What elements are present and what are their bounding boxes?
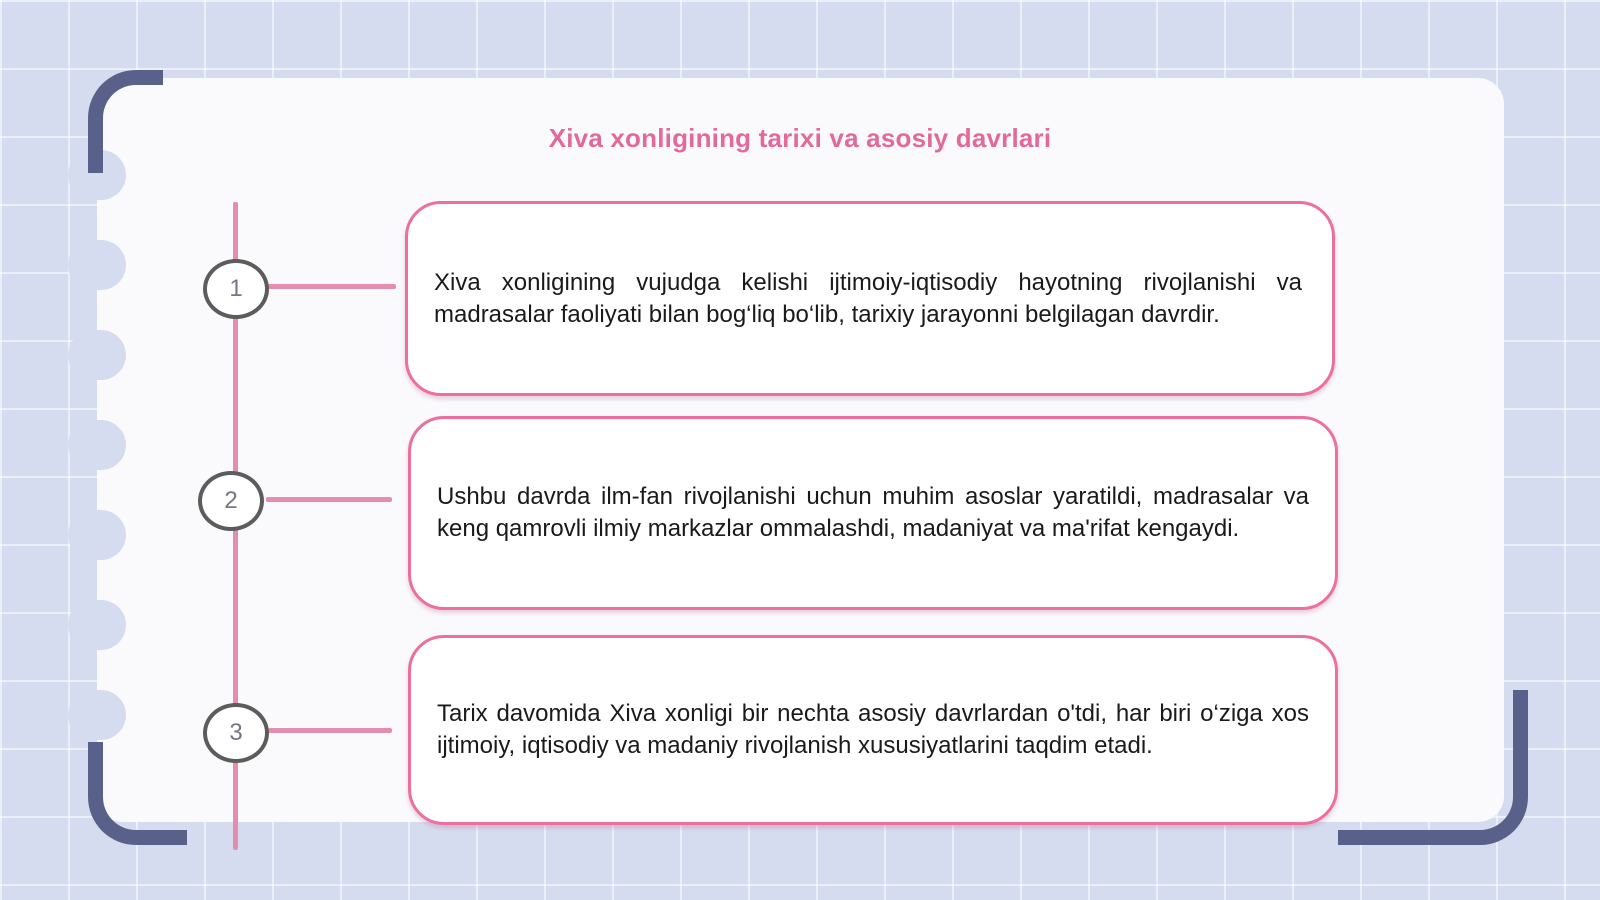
corner-bracket-bottom-right <box>1338 690 1528 845</box>
timeline-card-text: Ushbu davrda ilm-fan rivojlanishi uchun muhim asoslar yaratildi, madrasalar va keng qamrovli ilmiy markazlar ommalashdi, madaniyat va ma'rifat kengaydi. <box>437 483 1309 542</box>
timeline-card-text: Xiva xonligining vujudga kelishi ijtimoiy-iqtisodiy hayotning rivojlanishi va madrasalar faoliyati bilan bog‘liq bo‘lib, tarixiy jarayonni belgilagan davrdir. <box>434 268 1302 328</box>
paper-notch <box>68 420 126 470</box>
corner-bracket-bottom-left <box>88 742 187 845</box>
timeline-marker-number: 2 <box>224 487 238 514</box>
timeline-marker-3 <box>203 703 269 763</box>
timeline-connector <box>268 728 392 733</box>
slide-title: Xiva xonligining tarixi va asosiy davrlari <box>548 123 1052 153</box>
paper-notch <box>68 690 126 740</box>
timeline-marker-2 <box>198 471 264 531</box>
paper-notch <box>68 600 126 650</box>
timeline-card-3 <box>408 635 1338 825</box>
timeline-marker-1 <box>203 259 269 319</box>
timeline-card-2 <box>408 416 1338 610</box>
timeline-marker-number: 3 <box>229 719 243 746</box>
timeline-marker-number: 1 <box>229 275 243 302</box>
timeline-connector <box>268 284 396 289</box>
timeline-card-text: Tarix davomida Xiva xonligi bir nechta asosiy davrlardan o'tdi, har biri o‘ziga xos ijtimoiy, iqtisodiy va madaniy rivojlanish xususiyatlarini taqdim etadi. <box>437 700 1309 759</box>
paper-notch <box>68 240 126 290</box>
corner-bracket-top-left <box>88 70 163 173</box>
timeline-card-1 <box>405 201 1335 396</box>
paper-notch <box>68 330 126 380</box>
paper-notch <box>68 510 126 560</box>
timeline-connector <box>266 497 392 502</box>
